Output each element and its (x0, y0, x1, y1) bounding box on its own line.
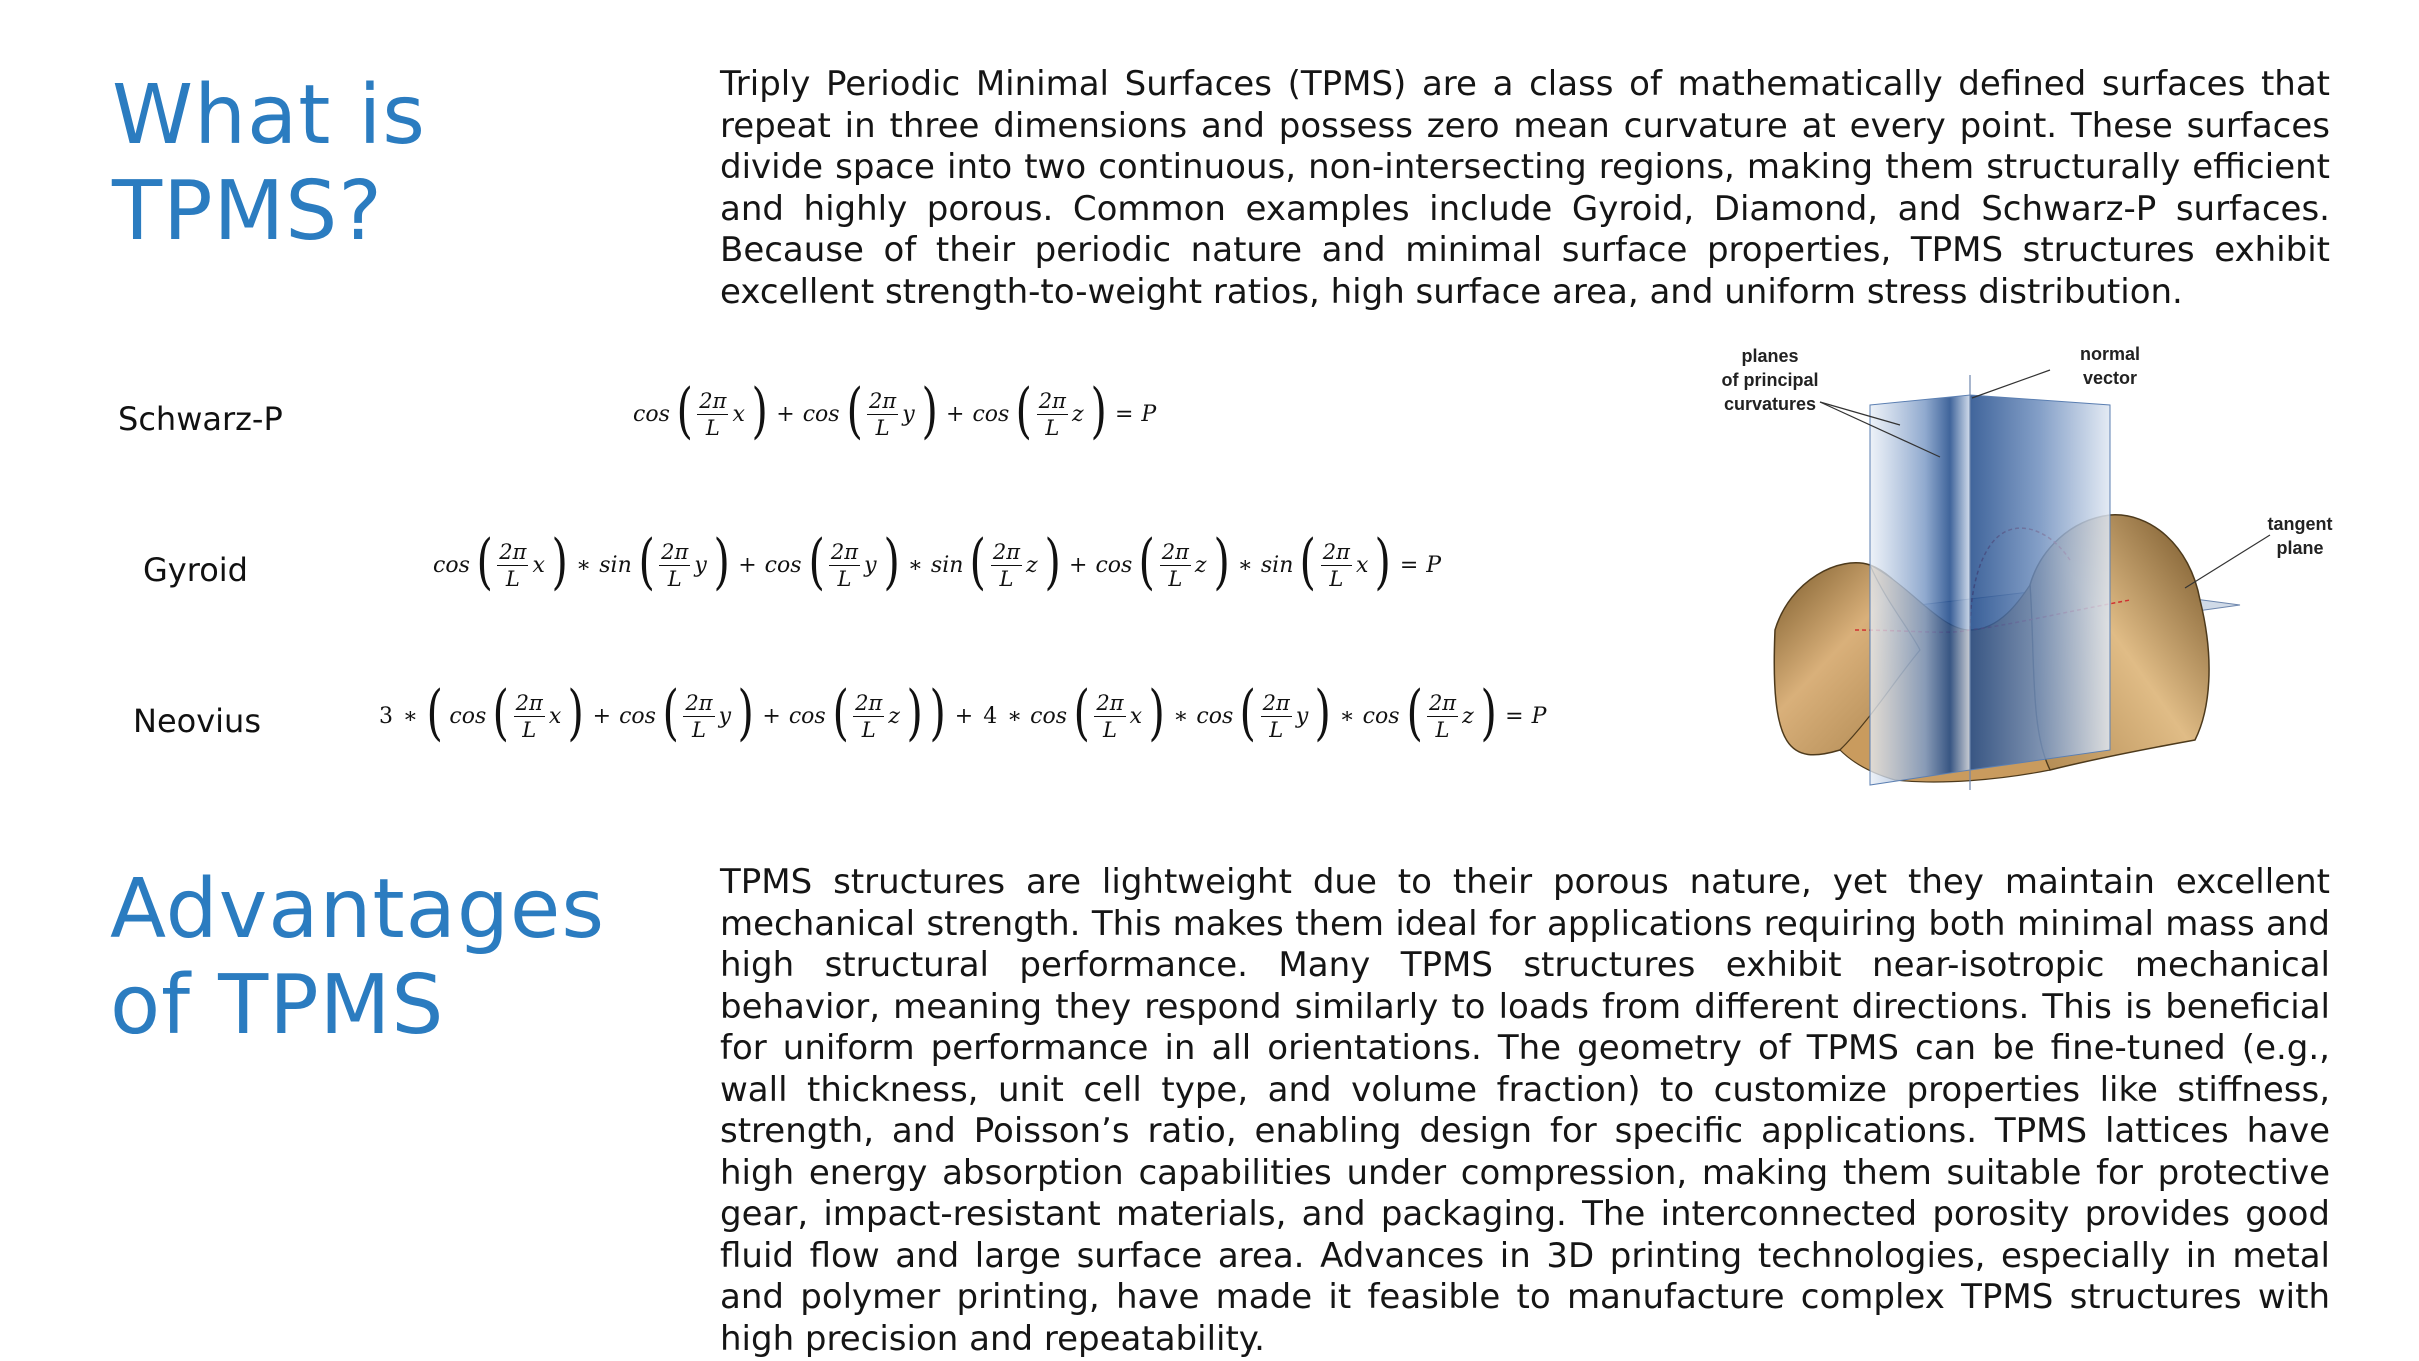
fraction (991, 539, 1022, 592)
paren-close: ) (567, 678, 585, 748)
fraction-numerator: 2π (1038, 388, 1066, 413)
label-normal-vector: vector (2082, 368, 2138, 388)
paren-open: ( (846, 376, 863, 446)
operator: ∗ (1007, 703, 1023, 729)
fraction-denominator: L (505, 566, 520, 591)
function-cos: cos (619, 703, 656, 729)
fraction-denominator: L (1045, 415, 1060, 440)
tpms-advantages-paragraph: TPMS structures are lightweight due to their porous nature, yet they maintain excellent mechanical strength. This makes them ideal for applications requiring both minimal mass and high structural performance. Many TPMS structures exhibit near-isotropic mechanical behavior, meaning they respond similarly to loads from different directions. This is beneficial for uniform performance in all orientations. The geometry of TPMS can be fine-tuned (e.g., wall thickness, unit cell type, and volume fraction) to customize properties like stiffness, strength, and Poisson’s ratio, enabling design for specific applications. TPMS lattices have high energy absorption capabilities under compression, making them suitable for protective gear, impact-resistant materials, and packaging. The interconnected porosity provides good fluid flow and large surface area. Advances in 3D printing technologies, especially in metal and polymer printing, have made it feasible to manufacture complex TPMS structures with high precision and repeatability. (720, 862, 2330, 1359)
paren-close: ) (906, 678, 923, 748)
fraction-numerator: 2π (992, 539, 1020, 564)
label-normal-vector: normal (2079, 344, 2141, 364)
paren-open: ( (676, 376, 693, 446)
operator: + (738, 552, 757, 578)
paren-open: ( (638, 527, 655, 597)
function-cos: cos (788, 703, 826, 729)
heading-line: of TPMS (110, 958, 445, 1053)
fraction (514, 690, 545, 743)
fraction (829, 539, 860, 592)
heading-line: Advantages (110, 862, 606, 957)
leader-line (2185, 535, 2270, 588)
function-cos: cos (449, 703, 487, 729)
paren-open: ( (969, 527, 987, 597)
operator: + (946, 401, 965, 427)
paren-close: ) (1314, 678, 1332, 748)
variable-z: z (888, 703, 900, 729)
constant-p: P (1531, 703, 1547, 729)
function-cos: cos (1362, 703, 1400, 729)
constant-p: P (1141, 401, 1157, 427)
operator: ∗ (1339, 703, 1355, 729)
function-sin: sin (599, 552, 632, 578)
label-planes: of principal (1721, 370, 1819, 390)
fraction-denominator: L (1329, 566, 1344, 591)
paren-open: ( (1406, 678, 1423, 748)
fraction (497, 539, 528, 592)
fraction (697, 388, 728, 441)
fraction-denominator: L (837, 566, 852, 591)
paren-open: ( (1239, 678, 1257, 748)
function-sin: sin (930, 552, 964, 578)
paren-open: ( (476, 527, 493, 597)
paren-open: ( (832, 678, 849, 748)
tpms-definition-paragraph: Triply Periodic Minimal Surfaces (TPMS) are a class of mathematically defined surfaces that repeat in three dimensions and possess zero mean curvature at every point. These surfaces divide space into two continuous, non-intersecting regions, making them structurally efficient and highly porous. Common examples include Gyroid, Diamond, and Schwarz-P surfaces. Because of their periodic nature and minimal surface properties, TPMS structures exhibit excellent strength-to-weight ratios, high surface area, and uniform stress distribution. (720, 64, 2330, 312)
fraction-denominator: L (875, 415, 890, 440)
operator: = (1505, 703, 1524, 729)
fraction-numerator: 2π (1096, 690, 1124, 715)
fraction-numerator: 2π (1428, 690, 1457, 715)
paren-close: ) (551, 527, 568, 597)
fraction-denominator: L (522, 717, 537, 742)
paren-close: ) (1374, 527, 1392, 597)
section-heading-what-is-tpms (112, 68, 672, 260)
fraction-denominator: L (1435, 717, 1450, 742)
fraction (853, 690, 884, 743)
function-cos: cos (1030, 703, 1067, 729)
fraction-denominator: L (1168, 566, 1183, 591)
variable-z: z (1026, 552, 1038, 578)
variable-y: y (864, 552, 877, 578)
operator: + (954, 703, 974, 729)
paren-close: ) (921, 376, 938, 446)
label-planes: planes (1741, 346, 1799, 366)
function-cos: cos (433, 552, 470, 578)
fraction-numerator: 2π (1322, 539, 1350, 564)
fraction-numerator: 2π (855, 690, 883, 715)
fraction (683, 690, 714, 743)
paren-open: ( (1015, 376, 1033, 446)
operator: = (1114, 401, 1134, 427)
variable-y: y (902, 401, 915, 427)
constant-p: P (1426, 552, 1442, 578)
variable-x: x (548, 703, 562, 729)
variable-y: y (694, 552, 707, 578)
fraction (1160, 539, 1191, 592)
variable-x: x (1129, 703, 1143, 729)
function-cos: cos (764, 552, 802, 578)
variable-x: x (732, 401, 745, 427)
fraction (659, 539, 690, 592)
paren-open: ( (808, 527, 825, 597)
paren-open: ( (1138, 527, 1156, 597)
fraction-numerator: 2π (661, 539, 689, 564)
paren-close: ) (737, 678, 754, 748)
operator: + (762, 703, 781, 729)
fraction-numerator: 2π (1161, 539, 1189, 564)
heading-line: What is (112, 68, 427, 163)
variable-x: x (532, 552, 545, 578)
fraction-numerator: 2π (869, 388, 897, 413)
operator: ∗ (1237, 552, 1253, 578)
fraction-denominator: L (1103, 717, 1117, 742)
section-heading-advantages (110, 862, 710, 1054)
fraction (1094, 690, 1125, 743)
paren-open: ( (426, 678, 443, 748)
fraction (867, 388, 898, 441)
paren-close: ) (1090, 376, 1107, 446)
fraction-denominator: L (999, 566, 1014, 591)
fraction (1261, 690, 1292, 743)
fraction-numerator: 2π (830, 539, 859, 564)
operator: ∗ (907, 552, 923, 578)
paren-close: ) (751, 376, 768, 446)
principal-plane-1 (1870, 395, 1970, 785)
fraction (1321, 539, 1352, 592)
fraction-numerator: 2π (499, 539, 527, 564)
formula-schwarz-p (630, 376, 1159, 446)
coefficient: 3 (379, 703, 393, 729)
leader-line (1972, 370, 2050, 398)
fraction-denominator: L (705, 415, 720, 440)
operator: + (592, 703, 612, 729)
operator: + (776, 401, 795, 427)
principal-plane-2 (1970, 395, 2110, 770)
paren-open: ( (1299, 527, 1317, 597)
formula-gyroid (430, 527, 1444, 597)
variable-x: x (1355, 552, 1369, 578)
variable-y: y (1295, 703, 1309, 729)
paren-close: ) (713, 527, 730, 597)
variable-z: z (1462, 703, 1474, 729)
function-cos: cos (972, 401, 1010, 427)
operator: ∗ (1173, 703, 1189, 729)
operator: + (1069, 552, 1088, 578)
function-cos: cos (1095, 552, 1133, 578)
paren-close: ) (1044, 527, 1061, 597)
fraction-denominator: L (692, 717, 706, 742)
function-cos: cos (633, 401, 670, 427)
formula-neovius (374, 678, 1549, 748)
paren-close: ) (883, 527, 900, 597)
label-planes: curvatures (1723, 394, 1817, 414)
equation-name-schwarz-p: Schwarz-P (118, 400, 283, 438)
equation-name-gyroid: Gyroid (143, 551, 248, 589)
paren-open: ( (492, 678, 510, 748)
fraction-numerator: 2π (515, 690, 543, 715)
paren-open: ( (1073, 678, 1090, 748)
fraction-denominator: L (667, 566, 682, 591)
operator: ∗ (403, 703, 418, 729)
equation-name-neovius: Neovius (133, 702, 261, 740)
label-tangent-plane: tangent (2267, 514, 2333, 534)
paren-open: ( (662, 678, 679, 748)
fraction (1427, 690, 1458, 743)
fraction-numerator: 2π (1262, 690, 1290, 715)
fraction (1037, 388, 1068, 441)
paren-close: ) (1213, 527, 1230, 597)
operator: = (1399, 552, 1419, 578)
function-cos: cos (1196, 703, 1234, 729)
function-cos: cos (802, 401, 840, 427)
variable-z: z (1071, 401, 1084, 427)
fraction-denominator: L (861, 717, 876, 742)
label-tangent-plane: plane (2276, 538, 2324, 558)
fraction-numerator: 2π (699, 388, 727, 413)
variable-y: y (718, 703, 731, 729)
function-sin: sin (1260, 552, 1294, 578)
paren-close: ) (929, 678, 947, 748)
paren-close: ) (1148, 678, 1165, 748)
fraction-denominator: L (1269, 717, 1284, 742)
paren-close: ) (1480, 678, 1497, 748)
heading-line: TPMS? (112, 164, 383, 259)
variable-z: z (1194, 552, 1207, 578)
principal-curvature-diagram (1670, 330, 2340, 810)
fraction-numerator: 2π (685, 690, 713, 715)
coefficient: 4 (983, 703, 998, 729)
operator: ∗ (576, 552, 592, 578)
